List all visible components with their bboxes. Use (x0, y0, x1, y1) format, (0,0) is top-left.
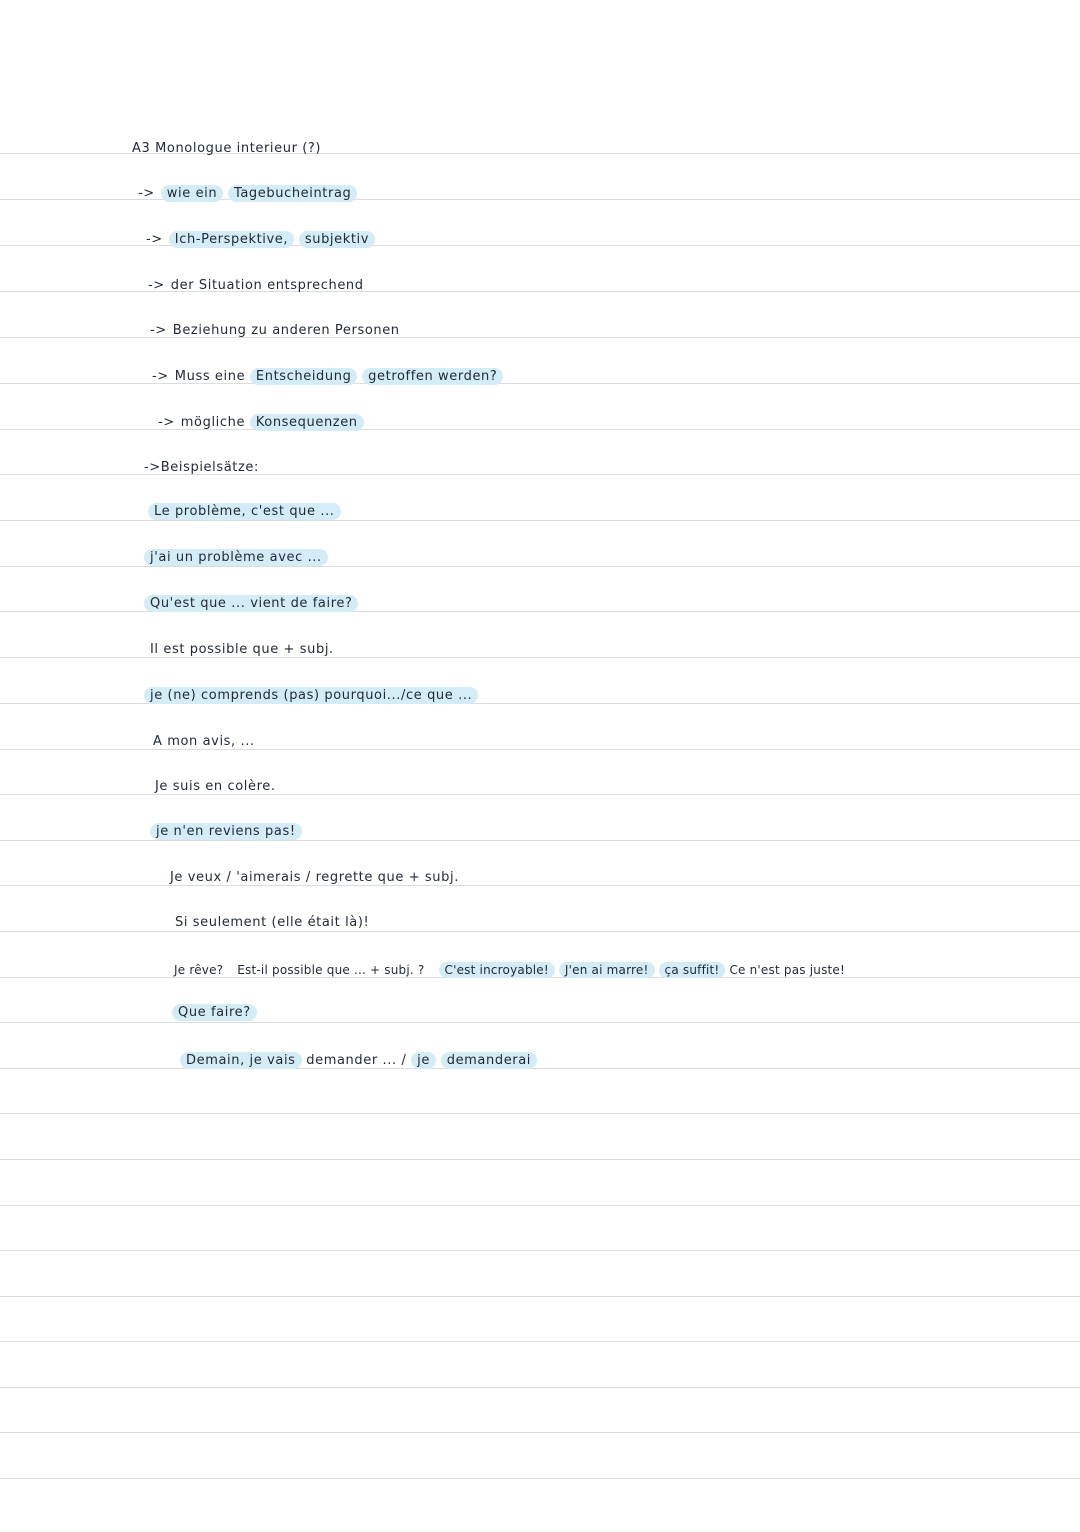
highlighted-text: je (411, 1052, 436, 1069)
highlighted-text: Le problème, c'est que ... (148, 503, 341, 520)
example-line-9: Je veux / 'aimerais / regrette que + subj. (170, 870, 459, 885)
example-line-5 (144, 687, 478, 705)
arrow-icon: -> (138, 186, 155, 201)
highlighted-text: wie ein (161, 185, 223, 202)
highlighted-text: J'en ai marre! (559, 962, 655, 978)
example-text: Est-il possible que ... + subj. ? (237, 963, 425, 977)
ruled-line (0, 1068, 1080, 1069)
example-line-13 (180, 1052, 537, 1070)
note-text: Muss eine (174, 369, 246, 384)
highlighted-text: Qu'est que ... vient de faire? (144, 595, 358, 612)
highlighted-text: Ich-Perspektive, (169, 231, 294, 248)
example-line-2 (144, 549, 328, 567)
note-line-1 (138, 185, 357, 203)
arrow-icon: -> (150, 323, 167, 338)
example-line-11 (174, 961, 845, 979)
arrow-icon: -> (148, 278, 165, 293)
note-line-3 (148, 277, 364, 295)
note-text: mögliche (180, 415, 246, 430)
ruled-line (0, 1159, 1080, 1160)
ruled-line (0, 1250, 1080, 1251)
ruled-line (0, 1296, 1080, 1297)
example-line-3 (144, 595, 358, 613)
ruled-line (0, 1432, 1080, 1433)
highlighted-text: Tagebucheintrag (228, 185, 357, 202)
ruled-line (0, 1478, 1080, 1479)
example-line-4: Il est possible que + subj. (150, 642, 334, 657)
highlighted-text: ça suffit! (659, 962, 726, 978)
example-line-7: Je suis en colère. (155, 779, 276, 794)
note-line-2 (146, 231, 375, 249)
page-title: A3 Monologue interieur (?) (132, 141, 322, 156)
arrow-icon: -> (158, 415, 175, 430)
highlighted-text: Demain, je vais (180, 1052, 302, 1069)
example-line-12 (172, 1004, 257, 1022)
highlighted-text: je (ne) comprends (pas) pourquoi.../ce que ... (144, 687, 478, 704)
note-line-6 (158, 414, 364, 432)
highlighted-text: demanderai (441, 1052, 537, 1069)
note-text: Beziehung zu anderen Personen (172, 323, 400, 338)
ruled-line (0, 1022, 1080, 1023)
note-line-4 (150, 322, 400, 340)
arrow-icon: -> (146, 232, 163, 247)
highlighted-text: je n'en reviens pas! (150, 823, 302, 840)
highlighted-text: j'ai un problème avec ... (144, 549, 328, 566)
example-text: Ce n'est pas juste! (729, 963, 846, 977)
highlighted-text: Que faire? (172, 1004, 257, 1021)
note-line-5 (152, 368, 503, 386)
ruled-line (0, 1387, 1080, 1388)
ruled-line (0, 931, 1080, 932)
note-text: der Situation entsprechend (170, 278, 364, 293)
highlighted-text: C'est incroyable! (439, 962, 555, 978)
ruled-line (0, 885, 1080, 886)
example-line-1 (148, 503, 341, 521)
examples-heading: ->Beispielsätze: (144, 460, 259, 475)
example-text: Je rêve? (174, 963, 224, 977)
ruled-line (0, 1113, 1080, 1114)
arrow-icon: -> (152, 369, 169, 384)
highlighted-text: getroffen werden? (362, 368, 503, 385)
example-line-10: Si seulement (elle était là)! (175, 915, 370, 930)
ruled-line (0, 1341, 1080, 1342)
ruled-line (0, 1205, 1080, 1206)
example-text: demander ... / (306, 1053, 407, 1068)
highlighted-text: Entscheidung (250, 368, 358, 385)
highlighted-text: subjektiv (299, 231, 375, 248)
example-line-6: A mon avis, ... (153, 734, 255, 749)
highlighted-text: Konsequenzen (250, 414, 364, 431)
example-line-8 (150, 823, 302, 841)
